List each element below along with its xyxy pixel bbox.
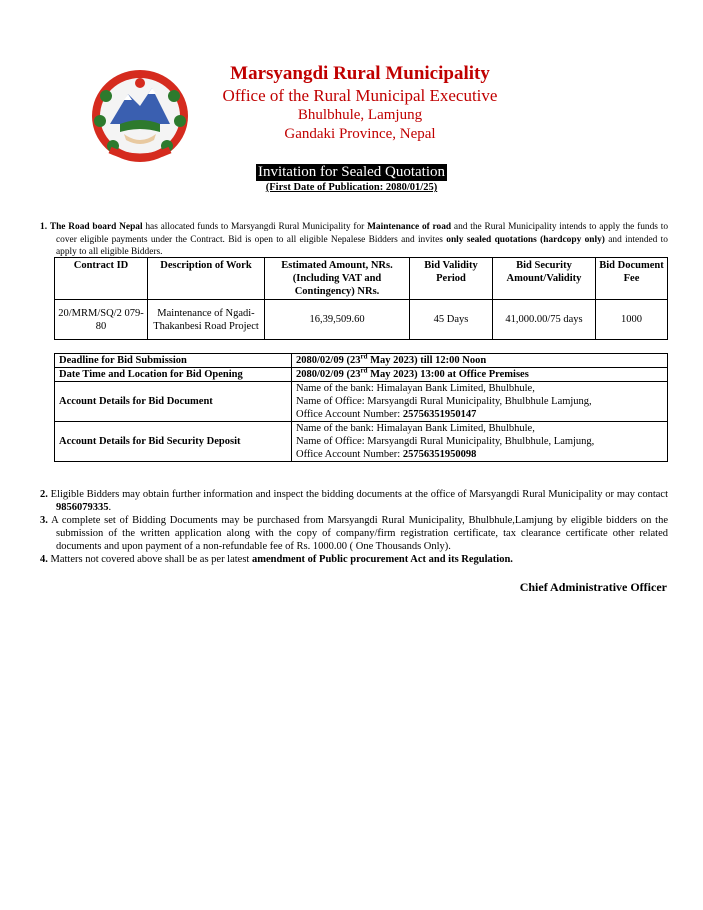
office-province: Gandaki Province, Nepal bbox=[284, 126, 436, 142]
col-estimated-amount: Estimated Amount, NRs. (Including VAT and Contingency) NRs. bbox=[265, 258, 410, 300]
letterhead bbox=[150, 62, 570, 144]
cell-document-fee: 1000 bbox=[596, 300, 668, 340]
paragraph-3: 3. A complete set of Bidding Documents may be purchased from Marsyangdi Rural Municipality, Bhulbhule,Lamjung by eligible bidders on the submission of the written application along with the copy of company/firm registration certificate, tax clearance certificate other related documents and upon payment of a non-refundable fee of Rs. 1000.00 ( One Thousands Only). bbox=[40, 515, 668, 552]
cell-bid-validity: 45 Days bbox=[410, 300, 493, 340]
col-bid-validity: Bid Validity Period bbox=[410, 258, 493, 300]
paragraph-4: 4. Matters not covered above shall be as per latest amendment of Public procurement Act and its Regulation. bbox=[40, 554, 513, 565]
office-location: Bhulbhule, Lamjung bbox=[297, 107, 423, 123]
paragraph-1 bbox=[40, 221, 668, 259]
deadline-value: 2080/02/09 (23rd May 2023) till 12:00 Noon bbox=[292, 354, 668, 368]
table-row bbox=[55, 354, 668, 368]
account-document-office: Name of Office: Marsyangdi Rural Municipality, Bhulbhule Lamjung, bbox=[296, 396, 592, 407]
deadline-label: Deadline for Bid Submission bbox=[55, 354, 292, 368]
office-name: Office of the Rural Municipal Executive bbox=[222, 86, 498, 105]
cell-contract-id: 20/MRM/SQ/2 079-80 bbox=[55, 300, 148, 340]
account-security-bank: Name of the bank: Himalayan Bank Limited, Bhulbhule, bbox=[296, 423, 535, 434]
col-bid-security: Bid Security Amount/Validity bbox=[493, 258, 596, 300]
cell-estimated-amount: 16,39,509.60 bbox=[265, 300, 410, 340]
table-row bbox=[55, 422, 668, 462]
account-security-label: Account Details for Bid Security Deposit bbox=[55, 422, 292, 462]
account-security-value bbox=[292, 422, 668, 462]
account-document-number: Office Account Number: 25756351950147 bbox=[296, 409, 477, 420]
col-document-fee: Bid Document Fee bbox=[596, 258, 668, 300]
para1-text-c: and intended to apply to all eligible Bidders. bbox=[56, 234, 668, 257]
notice-title: Invitation for Sealed Quotation bbox=[257, 164, 446, 180]
table-row bbox=[55, 382, 668, 422]
col-description: Description of Work bbox=[148, 258, 265, 300]
opening-value: 2080/02/09 (23rd May 2023) 13:00 at Office Premises bbox=[292, 368, 668, 382]
account-document-value bbox=[292, 382, 668, 422]
para1-text-a: has allocated funds to Marsyangdi Rural Municipality for bbox=[142, 222, 368, 232]
para1-quotation-type: only sealed quotations (hardcopy only) bbox=[446, 234, 605, 245]
details-table bbox=[54, 353, 668, 462]
opening-label: Date Time and Location for Bid Opening bbox=[55, 368, 292, 382]
account-security-office: Name of Office: Marsyangdi Rural Municipality, Bhulbhule, Lamjung, bbox=[296, 436, 595, 447]
table-header-row bbox=[55, 258, 668, 300]
para1-work: Maintenance of road bbox=[367, 222, 452, 232]
notice-title-block bbox=[0, 163, 703, 194]
contact-phone: 9856079335 bbox=[56, 502, 109, 513]
paragraph-2: 2. Eligible Bidders may obtain further information and inspect the bidding documents at the office of Marsyangdi Rural Municipality or may contact 9856079335. bbox=[40, 489, 668, 513]
table-row bbox=[55, 368, 668, 382]
cell-description: Maintenance of Ngadi-Thakanbesi Road Project bbox=[148, 300, 265, 340]
account-security-number: Office Account Number: 25756351950098 bbox=[296, 449, 477, 460]
cell-bid-security: 41,000.00/75 days bbox=[493, 300, 596, 340]
para1-number: 1. bbox=[40, 222, 48, 232]
para1-funder: The Road board Nepal bbox=[49, 222, 143, 232]
bid-table bbox=[54, 257, 668, 340]
account-document-label: Account Details for Bid Document bbox=[55, 382, 292, 422]
col-contract-id: Contract ID bbox=[55, 258, 148, 300]
table-row bbox=[55, 300, 668, 340]
account-document-bank: Name of the bank: Himalayan Bank Limited, Bhulbhule, bbox=[296, 383, 535, 394]
municipality-name: Marsyangdi Rural Municipality bbox=[230, 63, 490, 84]
publication-date: (First Date of Publication: 2080/01/25) bbox=[265, 182, 438, 193]
signatory-title: Chief Administrative Officer bbox=[519, 580, 667, 594]
para1-text-b: and the Rural Municipality intends to apply the funds to cover eligible payments under the Contract. Bid is open to all eligible Nepalese Bidders and invites bbox=[56, 222, 669, 245]
notice-paragraphs bbox=[40, 488, 668, 566]
